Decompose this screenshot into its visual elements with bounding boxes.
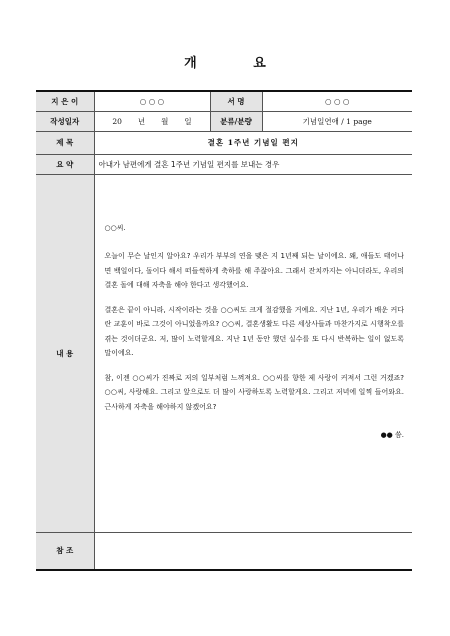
date-label: 작성일자 [36,111,94,131]
letter-greeting: ○○씨. [104,223,126,232]
date-value [94,111,210,131]
row-content [36,174,412,532]
author-label: 지 은 이 [36,91,94,111]
date-year-unit: 년 [137,116,146,126]
category-label: 분류/분량 [210,111,262,131]
author-value: ○ ○ ○ [94,91,210,111]
subject-value: 결혼 1주년 기념일 편지 [94,131,412,154]
summary-value: 아내가 남편에게 결혼 1주년 기념일 편지를 보내는 경우 [94,154,412,174]
reference-value [94,532,412,570]
content-label: 내 용 [36,174,94,532]
letter-signature: ●● 씀. [380,431,404,439]
row-author [36,91,412,111]
letter-paragraph-2: 결혼은 끝이 아니라, 시작이라는 것을 ○○씨도 크게 절감했을 거예요. 지난 1년, 우리가 배운 커다란 교훈이 바로 그것이 아니었을까요? ○○씨, 결혼생활도 다른 세상사들과 마찬가지로 시행착오를 겪는 것이더군요. 저, 많이 노력할게요. 지난 1년 동안 했던 실수를 또 다시 반복하는 일이 없도록 말이에요. [104,305,404,357]
letter-paragraph-3: 참, 이젠 ○○씨가 진짜로 저의 일부처럼 느껴져요. ○○씨를 향한 제 사랑이 커져서 그런 거겠죠? ○○씨, 사랑해요. 그리고 앞으로도 더 많이 사랑하도록 노력할게요. 그리고 저녁에 일찍 들어와요. 근사하게 자축을 해야하지 않겠어요? [104,373,404,411]
row-reference [36,532,412,570]
editor-value: ○ ○ ○ [262,91,412,111]
summary-label: 요 약 [36,154,94,174]
date-year: 20 [112,116,122,126]
date-month-unit: 월 [161,116,169,126]
row-subject [36,131,412,154]
row-date [36,111,412,131]
row-summary [36,154,412,174]
summary-form-table [36,90,412,571]
letter-body [95,175,413,499]
page-title: 개 요 [184,56,292,71]
editor-label: 서 명 [210,91,262,111]
date-day-unit: 일 [184,116,192,126]
reference-label: 참 조 [36,532,94,570]
category-value: 기념일연애 / 1 page [262,111,412,131]
content-cell [94,174,412,532]
subject-label: 제 목 [36,131,94,154]
letter-paragraph-1: 오늘이 무슨 날인지 알아요? 우리가 부부의 연을 맺은 지 1년째 되는 날이에요. 왜, 애들도 태어나면 백일이다, 돌이다 해서 떠들썩하게 축하를 해 주잖아요. 그래서 잔치까지는 아니더라도, 우리의 결혼 돌에 대해 자축을 해야 한다고 생각했어요. [104,252,404,289]
